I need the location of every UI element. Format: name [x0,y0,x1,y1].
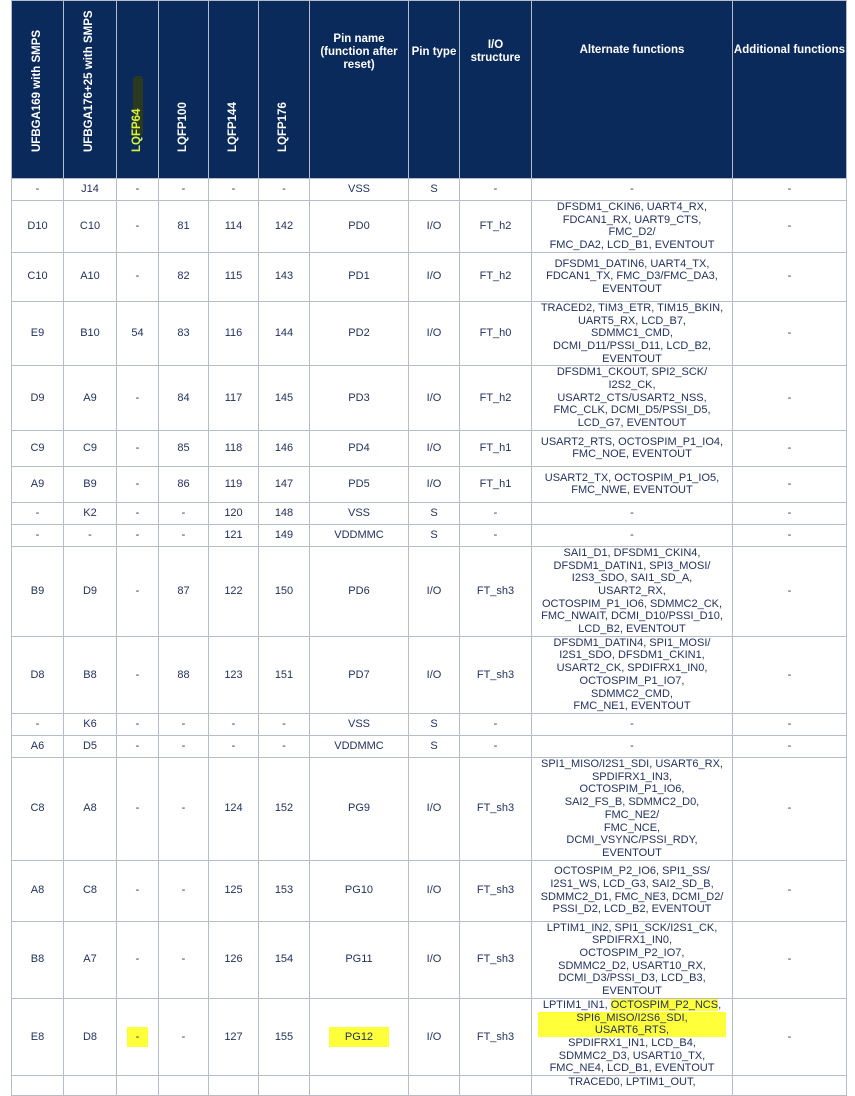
cell-c2: - [117,201,159,253]
cell-c0: D8 [12,636,64,713]
cell-pin: PD0 [310,201,409,253]
cell-c3: - [159,524,209,546]
cell-pin: VDDMMC [310,524,409,546]
cell-c5: 144 [259,301,310,366]
cell-c1: D5 [64,735,117,757]
cell-alternate-functions: DFSDM1_DATIN4, SPI1_MOSI/ I2S1_SDO, DFSDM1_CKIN1, USART2_CK, SPDIFRX1_IN0, OCTOSPIM_P1_IO7, SDMMC2_CMD, FMC_NE1, EVENTOUT [532,636,733,713]
cell-c0: C8 [12,757,64,860]
cell-c1: A7 [64,921,117,998]
cell-c0: B8 [12,921,64,998]
cell-c2: - [117,252,159,301]
cell-c3: - [159,713,209,735]
cell-c1: B9 [64,466,117,502]
cell-io [460,1076,532,1096]
cell-c1: - [64,524,117,546]
table-row [12,636,847,713]
cell-c2: 54 [117,301,159,366]
cell-c3: - [159,998,209,1075]
table-row [12,757,847,860]
cell-io: - [460,179,532,201]
table-row [12,713,847,735]
cell-type: S [409,179,460,201]
cell-c4: 127 [209,998,259,1075]
cell-c2: - [117,713,159,735]
cell-c1: A10 [64,252,117,301]
cell-additional-functions: - [733,430,847,466]
cell-c1: D8 [64,998,117,1075]
table-row [12,524,847,546]
header-lqfp144: LQFP144 [209,1,259,179]
cell-alternate-functions: SPI1_MISO/I2S1_SDI, USART6_RX, SPDIFRX1_IN3, OCTOSPIM_P1_IO6, SAI2_FS_B, SDMMC2_D0, FMC_NE2/ FMC_NCE, DCMI_VSYNC/PSSI_RDY, EVENTOUT [532,757,733,860]
cell-c0 [12,1076,64,1096]
cell-type [409,1076,460,1096]
cell-additional-functions: - [733,546,847,636]
cell-pin: PD2 [310,301,409,366]
cell-c3: 84 [159,366,209,431]
cell-alternate-functions: - [532,179,733,201]
cell-c1: A8 [64,757,117,860]
cell-c5: 148 [259,502,310,524]
cell-c0: - [12,179,64,201]
cell-c0: - [12,524,64,546]
cell-pin: PG12 [310,998,409,1075]
cell-type: I/O [409,301,460,366]
cell-io: FT_h2 [460,366,532,431]
cell-additional-functions: - [733,201,847,253]
cell-c1: C10 [64,201,117,253]
table-row [12,546,847,636]
cell-c3: - [159,921,209,998]
cell-additional-functions: - [733,502,847,524]
cell-c4: 118 [209,430,259,466]
cell-c5: 149 [259,524,310,546]
cell-c3 [159,1076,209,1096]
cell-c4: 122 [209,546,259,636]
cell-additional-functions: - [733,179,847,201]
cell-type: I/O [409,757,460,860]
cell-type: I/O [409,636,460,713]
cell-c1: B8 [64,636,117,713]
cell-c4: 123 [209,636,259,713]
cell-c2: - [117,757,159,860]
cell-c0: A9 [12,466,64,502]
table-row [12,735,847,757]
cell-c4: - [209,179,259,201]
cell-c0: D10 [12,201,64,253]
cell-c3: - [159,860,209,921]
table-row [12,921,847,998]
cell-c0: A6 [12,735,64,757]
cell-c3: - [159,179,209,201]
header-lqfp100: LQFP100 [159,1,209,179]
cell-c4: 125 [209,860,259,921]
cell-c2: - [117,636,159,713]
cell-type: I/O [409,998,460,1075]
cell-c0: E9 [12,301,64,366]
cell-c4: 120 [209,502,259,524]
cell-c4: 114 [209,201,259,253]
cell-c5: 153 [259,860,310,921]
cell-additional-functions: - [733,735,847,757]
cell-alternate-functions: DFSDM1_CKIN6, UART4_RX, FDCAN1_RX, UART9_CTS, FMC_D2/ FMC_DA2, LCD_B1, EVENTOUT [532,201,733,253]
cell-pin: VSS [310,713,409,735]
cell-c5: - [259,179,310,201]
cell-pin: VSS [310,179,409,201]
cell-c5: 152 [259,757,310,860]
cell-type: I/O [409,430,460,466]
cell-c3: 86 [159,466,209,502]
cell-c3: 87 [159,546,209,636]
cell-c4: 124 [209,757,259,860]
cell-additional-functions: - [733,860,847,921]
cell-io: FT_h1 [460,466,532,502]
cell-additional-functions: - [733,921,847,998]
cell-c5: 151 [259,636,310,713]
cell-additional-functions: - [733,998,847,1075]
header-additional-functions: Additional functions [733,1,847,179]
cell-c0: D9 [12,366,64,431]
cell-c0: C9 [12,430,64,466]
table-row [12,998,847,1075]
cell-c2: - [117,430,159,466]
header-io-structure: I/O structure [460,1,532,179]
cell-type: I/O [409,201,460,253]
cell-io: - [460,735,532,757]
header-ufbga176: UFBGA176+25 with SMPS [64,1,117,179]
header-pin-name: Pin name (function after reset) [310,1,409,179]
cell-c4: 115 [209,252,259,301]
cell-c2: - [117,179,159,201]
cell-c1: A9 [64,366,117,431]
cell-c5: 145 [259,366,310,431]
cell-alternate-functions: OCTOSPIM_P2_IO6, SPI1_SS/ I2S1_WS, LCD_G3, SAI2_SD_B, SDMMC2_D1, FMC_NE3, DCMI_D2/ PSSI_D2, LCD_B2, EVENTOUT [532,860,733,921]
cell-pin: VSS [310,502,409,524]
table-row [12,252,847,301]
cell-c5: - [259,735,310,757]
cell-alternate-functions: - [532,502,733,524]
cell-pin: PD6 [310,546,409,636]
cell-type: I/O [409,921,460,998]
cell-io: FT_sh3 [460,636,532,713]
cell-pin: PD3 [310,366,409,431]
cell-c3: 88 [159,636,209,713]
cell-pin: PG10 [310,860,409,921]
cell-c3: 85 [159,430,209,466]
header-row [12,1,847,179]
cell-io: FT_h1 [460,430,532,466]
header-pin-type: Pin type [409,1,460,179]
cell-alternate-functions: - [532,735,733,757]
cell-c5: 150 [259,546,310,636]
cell-alternate-functions: SAI1_D1, DFSDM1_CKIN4, DFSDM1_DATIN1, SPI3_MOSI/ I2S3_SDO, SAI1_SD_A, USART2_RX, OCTOSPIM_P1_IO6, SDMMC2_CK, FMC_NWAIT, DCMI_D10/PSSI_D10, LCD_B2, EVENTOUT [532,546,733,636]
cell-c3: - [159,735,209,757]
cell-c5: 147 [259,466,310,502]
cell-c2: - [117,921,159,998]
cell-c4: 116 [209,301,259,366]
cell-type: S [409,502,460,524]
cell-c2: - [117,546,159,636]
cell-c3: - [159,757,209,860]
cell-alternate-functions: USART2_TX, OCTOSPIM_P1_IO5, FMC_NWE, EVENTOUT [532,466,733,502]
cell-c2 [117,1076,159,1096]
cell-additional-functions: - [733,636,847,713]
cell-c1: K6 [64,713,117,735]
cell-additional-functions: - [733,252,847,301]
cell-io: FT_sh3 [460,546,532,636]
cell-c2: - [117,524,159,546]
cell-c0: A8 [12,860,64,921]
cell-alternate-functions: USART2_RTS, OCTOSPIM_P1_IO4, FMC_NOE, EVENTOUT [532,430,733,466]
cell-io: FT_sh3 [460,860,532,921]
cell-additional-functions: - [733,366,847,431]
cell-c0: C10 [12,252,64,301]
cell-c4: 126 [209,921,259,998]
cell-type: I/O [409,860,460,921]
cell-additional-functions: - [733,524,847,546]
cell-c1: J14 [64,179,117,201]
cell-pin: PG11 [310,921,409,998]
cell-pin: PG9 [310,757,409,860]
cell-c1: K2 [64,502,117,524]
cell-c0: E8 [12,998,64,1075]
cell-io: - [460,713,532,735]
table-row [12,179,847,201]
cell-c5: 146 [259,430,310,466]
cell-alternate-functions: TRACED2, TIM3_ETR, TIM15_BKIN, UART5_RX, LCD_B7, SDMMC1_CMD, DCMI_D11/PSSI_D11, LCD_B2, EVENTOUT [532,301,733,366]
cell-alternate-functions: LPTIM1_IN2, SPI1_SCK/I2S1_CK, SPDIFRX1_IN0, OCTOSPIM_P2_IO7, SDMMC2_D2, USART10_RX, DCMI_D3/PSSI_D3, LCD_B3, EVENTOUT [532,921,733,998]
cell-c1: C9 [64,430,117,466]
cell-type: S [409,524,460,546]
header-lqfp64: LQFP64 [117,1,159,179]
cell-c5 [259,1076,310,1096]
cell-c2: - [117,502,159,524]
cell-pin: PD4 [310,430,409,466]
table-row [12,860,847,921]
cell-io: FT_sh3 [460,757,532,860]
cell-alternate-functions: DFSDM1_CKOUT, SPI2_SCK/ I2S2_CK, USART2_CTS/USART2_NSS, FMC_CLK, DCMI_D5/PSSI_D5, LCD_G7, EVENTOUT [532,366,733,431]
table-row [12,430,847,466]
table-row [12,502,847,524]
cell-alternate-functions: DFSDM1_DATIN6, UART4_TX, FDCAN1_TX, FMC_D3/FMC_DA3, EVENTOUT [532,252,733,301]
table-row [12,466,847,502]
table-row [12,201,847,253]
cell-additional-functions: - [733,713,847,735]
cell-alternate-functions: - [532,713,733,735]
header-alternate-functions: Alternate functions [532,1,733,179]
cell-alternate-functions: - [532,524,733,546]
pinout-table [11,0,847,1096]
cell-pin: PD5 [310,466,409,502]
cell-additional-functions: - [733,757,847,860]
cell-io: FT_h0 [460,301,532,366]
cell-c0: - [12,713,64,735]
cell-io: - [460,524,532,546]
cell-additional-functions: - [733,301,847,366]
cell-c2: - [117,366,159,431]
cell-pin: PD7 [310,636,409,713]
table-row [12,366,847,431]
cell-c2: - [117,860,159,921]
cell-c5: 143 [259,252,310,301]
cell-c4: - [209,713,259,735]
cell-io: FT_sh3 [460,998,532,1075]
cell-c1 [64,1076,117,1096]
cell-io: FT_h2 [460,201,532,253]
cell-alternate-functions: TRACED0, LPTIM1_OUT, [532,1076,733,1096]
highlighted-function: OCTOSPIM_P2_NCS [610,998,719,1011]
cell-c3: 83 [159,301,209,366]
cell-type: S [409,713,460,735]
cell-additional-functions [733,1076,847,1096]
table-row [12,301,847,366]
header-lqfp176: LQFP176 [259,1,310,179]
cell-pin: VDDMMC [310,735,409,757]
cell-pin: PD1 [310,252,409,301]
cell-c0: B9 [12,546,64,636]
cell-type: I/O [409,546,460,636]
cell-c3: - [159,502,209,524]
cell-c5: 155 [259,998,310,1075]
cell-c4: 117 [209,366,259,431]
cell-type: I/O [409,252,460,301]
cell-c3: 81 [159,201,209,253]
cell-c4: 121 [209,524,259,546]
cell-pin [310,1076,409,1096]
cell-c5: 154 [259,921,310,998]
cell-c5: - [259,713,310,735]
cell-c5: 142 [259,201,310,253]
cell-c0: - [12,502,64,524]
cell-type: S [409,735,460,757]
cell-c2: - [117,735,159,757]
table-row [12,1076,847,1096]
cell-io: - [460,502,532,524]
cell-c2: - [117,466,159,502]
cell-c1: D9 [64,546,117,636]
cell-type: I/O [409,466,460,502]
cell-alternate-functions: LPTIM1_IN1, OCTOSPIM_P2_NCS, SPI6_MISO/I2S6_SDI, USART6_RTS, SPDIFRX1_IN1, LCD_B4, SDMMC2_D3, USART10_TX, FMC_NE4, LCD_B1, EVENTOUT [532,998,733,1075]
cell-c4: 119 [209,466,259,502]
cell-c4: - [209,735,259,757]
cell-c3: 82 [159,252,209,301]
cell-c1: C8 [64,860,117,921]
cell-io: FT_sh3 [460,921,532,998]
cell-io: FT_h2 [460,252,532,301]
cell-c4 [209,1076,259,1096]
header-ufbga169: UFBGA169 with SMPS [12,1,64,179]
cell-c2: - [117,998,159,1075]
cell-additional-functions: - [733,466,847,502]
cell-type: I/O [409,366,460,431]
cell-c1: B10 [64,301,117,366]
